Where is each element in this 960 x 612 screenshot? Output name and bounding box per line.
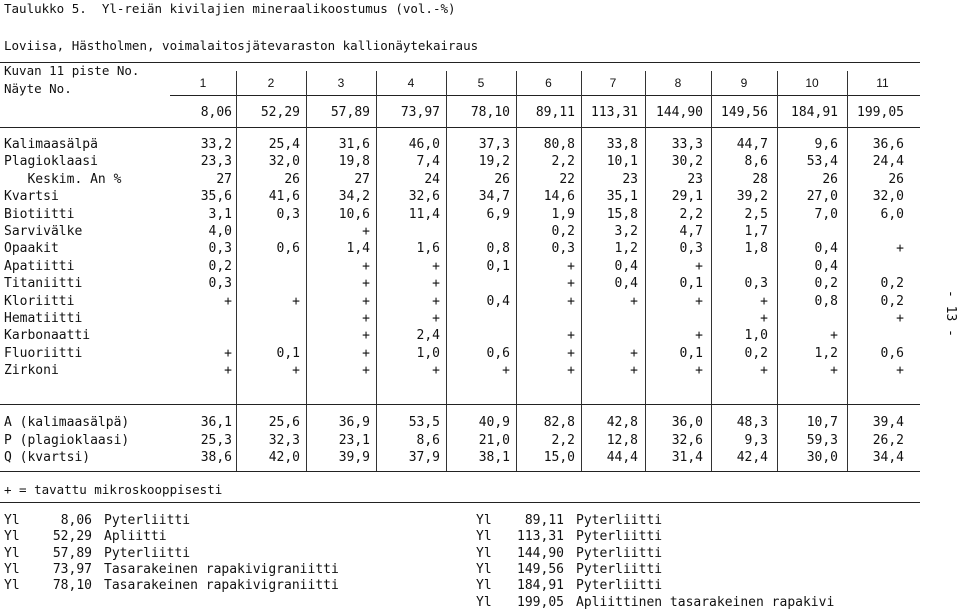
mineral-value: 28: [752, 171, 768, 187]
mineral-value: +: [362, 224, 370, 239]
mineral-value: +: [567, 345, 575, 361]
sample-number: 57,89: [330, 105, 370, 120]
mineral-value: 0,2: [814, 276, 838, 292]
legend-depth: 184,91: [517, 578, 564, 594]
apq-value: 9,3: [744, 432, 768, 448]
mineral-value: 35,6: [200, 189, 232, 205]
mineral-value: +: [292, 363, 300, 379]
mineral-value: 25,4: [268, 137, 300, 152]
mineral-value: +: [362, 328, 370, 344]
point-number: 3: [337, 76, 345, 90]
apq-value: 26,2: [872, 432, 904, 448]
point-number: 2: [267, 76, 275, 90]
mineral-value: 0,8: [814, 293, 838, 309]
header-mid-rule: [170, 95, 920, 96]
apq-value: 32,6: [671, 432, 703, 448]
mineral-name: Titaniitti: [4, 276, 83, 292]
mineral-value: +: [830, 363, 838, 379]
mineral-value: 30,2: [671, 154, 703, 170]
legend-rock: Pyterliitti: [576, 545, 663, 561]
mineral-value: 1,2: [614, 241, 638, 257]
legend-rock: Pyterliitti: [104, 545, 191, 561]
mineral-name: Kvartsi: [4, 189, 59, 205]
mineral-value: +: [830, 328, 838, 344]
mineral-value: 1,6: [416, 241, 440, 257]
mineral-value: 0,6: [276, 241, 300, 257]
legend-rock: Pyterliitti: [576, 529, 663, 545]
mineral-value: 1,4: [346, 241, 370, 257]
mineral-value: 15,8: [606, 206, 638, 222]
mineral-value: 0,4: [814, 241, 838, 257]
mineral-value: +: [896, 363, 904, 379]
mineral-value: 1,0: [744, 328, 768, 344]
mineral-value: 34,2: [338, 189, 370, 205]
apq-value: 23,1: [338, 432, 370, 448]
footnote: + = tavattu mikroskooppisesti: [4, 482, 223, 497]
apq-value: 25,6: [268, 415, 300, 430]
sample-number: 113,31: [591, 105, 638, 120]
mineral-value: +: [695, 258, 703, 274]
mineral-value: 0,3: [551, 241, 575, 257]
sample-number: 149,56: [721, 105, 768, 120]
mineral-value: +: [695, 328, 703, 344]
mineral-value: 0,4: [614, 258, 638, 274]
column-divider: [236, 71, 237, 471]
mineral-name: Karbonaatti: [4, 328, 91, 344]
legend-depth: 73,97: [52, 561, 92, 577]
apq-value: 42,8: [606, 415, 638, 430]
mineral-value: 0,2: [880, 276, 904, 292]
mineral-value: +: [567, 293, 575, 309]
apq-value: 82,8: [543, 415, 575, 430]
mineral-value: 26: [284, 171, 300, 187]
legend-yl: Yl: [4, 529, 20, 545]
mineral-value: 27,0: [806, 189, 838, 205]
legend-depth: 57,89: [52, 545, 92, 561]
apq-value: 15,0: [543, 450, 575, 465]
point-number: 11: [876, 76, 889, 90]
legend-rock: Tasarakeinen rapakivigraniitti: [104, 578, 339, 594]
point-number: 10: [805, 76, 819, 90]
mineral-value: 23: [622, 171, 638, 187]
mineral-value: +: [432, 293, 440, 309]
point-number: 8: [674, 76, 682, 90]
apq-value: 30,0: [806, 450, 838, 465]
apq-value: 42,4: [736, 450, 768, 465]
apq-value: 36,9: [338, 415, 370, 430]
mineral-name: Sarvivälke: [4, 224, 83, 239]
sample-number: 89,11: [535, 105, 575, 120]
mineral-value: 44,7: [736, 137, 768, 152]
mineral-value: 32,0: [268, 154, 300, 170]
mineral-value: 2,2: [551, 154, 575, 170]
legend-depth: 52,29: [52, 529, 92, 545]
legend-depth: 78,10: [52, 578, 92, 594]
mineral-value: 6,0: [880, 206, 904, 222]
mineral-value: 0,6: [486, 345, 510, 361]
kuvan-label: Kuvan 11 piste No.: [4, 63, 140, 78]
mineral-value: 1,2: [814, 345, 838, 361]
sample-number: 8,06: [200, 105, 232, 120]
mineral-value: 22: [559, 171, 575, 187]
mineral-value: 0,3: [679, 241, 703, 257]
point-number: 5: [477, 76, 485, 90]
mineral-value: 1,8: [744, 241, 768, 257]
point-number: 6: [545, 76, 552, 90]
mineral-value: 36,6: [872, 137, 904, 152]
mineral-value: 0,6: [880, 345, 904, 361]
mineral-value: 0,4: [814, 258, 838, 274]
mineral-value: +: [224, 345, 232, 361]
mineral-value: 6,9: [486, 206, 510, 222]
mineral-value: 0,1: [679, 345, 703, 361]
point-number: 4: [407, 76, 415, 90]
mineral-value: 4,0: [208, 224, 232, 239]
column-divider: [847, 71, 848, 471]
mineral-value: 1,9: [551, 206, 575, 222]
sample-number: 52,29: [260, 105, 300, 120]
apq-bottom-rule: [0, 471, 920, 472]
mineral-value: 3,1: [208, 206, 232, 222]
legend-rock: Pyterliitti: [576, 513, 663, 528]
mineral-value: 35,1: [606, 189, 638, 205]
mineral-value: +: [362, 345, 370, 361]
legend-yl: Yl: [476, 545, 492, 561]
mineral-value: 19,8: [338, 154, 370, 170]
apq-name: P (plagioklaasi): [4, 432, 130, 448]
mineral-value: 0,1: [276, 345, 300, 361]
mineral-value: +: [760, 311, 768, 326]
mineral-value: 29,1: [671, 189, 703, 205]
mineral-value: 53,4: [806, 154, 838, 170]
legend-rock: Apliittinen tasarakeinen rapakivi: [576, 594, 835, 610]
mineral-value: +: [432, 363, 440, 379]
mineral-name: Kalimaasälpä: [4, 137, 98, 152]
mineral-value: 0,2: [880, 293, 904, 309]
mineral-value: 14,6: [543, 189, 575, 205]
mineral-value: 37,3: [478, 137, 510, 152]
mineral-value: 0,8: [486, 241, 510, 257]
mineral-value: 2,4: [416, 328, 440, 344]
mineral-value: +: [432, 258, 440, 274]
mineral-value: 0,3: [744, 276, 768, 292]
mineral-value: 10,6: [338, 206, 370, 222]
mineral-value: 9,6: [814, 137, 838, 152]
mineral-value: +: [567, 363, 575, 379]
legend-yl: Yl: [476, 529, 492, 545]
apq-value: 42,0: [268, 450, 300, 465]
nayte-label: Näyte No.: [4, 81, 72, 96]
mineral-value: 0,2: [744, 345, 768, 361]
column-divider: [376, 71, 377, 471]
mineral-value: +: [695, 293, 703, 309]
point-number: 1: [199, 76, 207, 90]
mineral-value: +: [630, 363, 638, 379]
apq-value: 38,1: [478, 450, 510, 465]
column-divider: [446, 71, 447, 471]
mineral-value: 0,2: [208, 258, 232, 274]
mineral-value: +: [224, 293, 232, 309]
mineral-name: Hematiitti: [4, 311, 83, 326]
column-divider: [306, 71, 307, 471]
legend-rock: Tasarakeinen rapakivigraniitti: [104, 561, 339, 577]
mineral-value: 27: [216, 171, 232, 187]
mineral-value: 2,2: [679, 206, 703, 222]
apq-value: 32,3: [268, 432, 300, 448]
mineral-value: +: [760, 363, 768, 379]
mineral-value: 33,2: [200, 137, 232, 152]
legend-depth: 149,56: [517, 561, 564, 577]
column-divider: [711, 71, 712, 471]
apq-value: 39,9: [338, 450, 370, 465]
legend-yl: Yl: [476, 578, 492, 594]
sample-number: 199,05: [857, 105, 904, 120]
mineral-value: +: [292, 293, 300, 309]
mineral-value: 0,1: [679, 276, 703, 292]
mineral-value: 0,3: [276, 206, 300, 222]
mineral-value: 46,0: [408, 137, 440, 152]
mineral-value: +: [896, 311, 904, 326]
sample-number: 144,90: [656, 105, 703, 120]
table-title: Taulukko 5. Yl-reiän kivilajien mineraalikoostumus (vol.-%): [4, 1, 456, 16]
mineral-value: 19,2: [478, 154, 510, 170]
legend-yl: Yl: [4, 545, 20, 561]
mineral-name: Fluoriitti: [4, 345, 83, 361]
apq-value: 48,3: [736, 415, 768, 430]
mineral-value: 2,5: [744, 206, 768, 222]
apq-value: 44,4: [606, 450, 638, 465]
mineral-value: +: [567, 276, 575, 292]
mineral-value: 26: [888, 171, 904, 187]
mineral-name: Kloriitti: [4, 293, 75, 309]
mineral-value: 33,8: [606, 137, 638, 152]
page-number: - 13 -: [943, 290, 958, 337]
apq-value: 34,4: [872, 450, 904, 465]
mineral-value: +: [630, 293, 638, 309]
apq-value: 53,5: [408, 415, 440, 430]
legend-depth: 199,05: [517, 594, 564, 610]
mineral-value: 1,0: [416, 345, 440, 361]
mineral-value: +: [362, 363, 370, 379]
mineral-value: 23,3: [200, 154, 232, 170]
apq-value: 59,3: [806, 432, 838, 448]
mineral-value: 0,3: [208, 241, 232, 257]
mineral-value: 3,2: [614, 224, 638, 239]
apq-name: A (kalimaasälpä): [4, 415, 130, 430]
point-number: 9: [740, 76, 748, 90]
apq-value: 40,9: [478, 415, 510, 430]
mineral-value: 32,6: [408, 189, 440, 205]
mineral-value: +: [630, 345, 638, 361]
apq-value: 12,8: [606, 432, 638, 448]
mineral-value: +: [362, 258, 370, 274]
apq-name: Q (kvartsi): [4, 450, 91, 465]
mineral-value: 24,4: [872, 154, 904, 170]
legend-yl: Yl: [4, 578, 20, 594]
legend-yl: Yl: [4, 561, 20, 577]
apq-value: 10,7: [806, 415, 838, 430]
legend-yl: Yl: [476, 594, 492, 610]
mineral-value: +: [362, 311, 370, 326]
mineral-value: 0,4: [614, 276, 638, 292]
mineral-value: 34,7: [478, 189, 510, 205]
apq-value: 8,6: [416, 432, 440, 448]
mineral-value: 0,2: [551, 224, 575, 239]
legend-depth: 113,31: [517, 529, 564, 545]
mineral-value: +: [567, 328, 575, 344]
mineral-value: 27: [354, 171, 370, 187]
mineral-name: Opaakit: [4, 241, 59, 257]
mineral-value: 8,6: [744, 154, 768, 170]
apq-value: 31,4: [671, 450, 703, 465]
legend-rock: Pyterliitti: [576, 578, 663, 594]
header-bottom-rule: [0, 127, 920, 128]
mineral-value: +: [695, 363, 703, 379]
mineral-value: 24: [424, 171, 440, 187]
legend-rock: Pyterliitti: [104, 513, 191, 528]
mineral-value: +: [432, 311, 440, 326]
mineral-value: +: [432, 276, 440, 292]
mineral-value: 23: [687, 171, 703, 187]
apq-value: 37,9: [408, 450, 440, 465]
mineral-value: 32,0: [872, 189, 904, 205]
apq-top-rule: [0, 404, 920, 405]
mineral-value: 39,2: [736, 189, 768, 205]
apq-value: 36,1: [200, 415, 232, 430]
mineral-value: +: [760, 293, 768, 309]
sample-number: 73,97: [400, 105, 440, 120]
apq-value: 39,4: [872, 415, 904, 430]
mineral-value: +: [896, 241, 904, 257]
table-subtitle: Loviisa, Hästholmen, voimalaitosjätevaraston kallionäytekairaus: [4, 38, 479, 53]
mineral-name: Biotiitti: [4, 206, 75, 222]
mineral-value: 10,1: [606, 154, 638, 170]
mineral-value: +: [502, 363, 510, 379]
legend-depth: 89,11: [524, 513, 564, 528]
legend-rock: Pyterliitti: [576, 561, 663, 577]
mineral-value: 26: [494, 171, 510, 187]
apq-value: 2,2: [551, 432, 575, 448]
sample-number: 184,91: [791, 105, 838, 120]
sample-number: 78,10: [470, 105, 510, 120]
mineral-value: +: [362, 276, 370, 292]
point-number: 7: [609, 76, 617, 90]
apq-value: 25,3: [200, 432, 232, 448]
mineral-name: Apatiitti: [4, 258, 75, 274]
mineral-value: 0,4: [486, 293, 510, 309]
legend-rock: Apliitti: [104, 529, 167, 545]
mineral-value: 33,3: [671, 137, 703, 152]
legend-yl: Yl: [476, 561, 492, 577]
mineral-value: +: [362, 293, 370, 309]
mineral-name: Plagioklaasi: [4, 154, 98, 170]
mineral-value: 4,7: [679, 224, 703, 239]
mineral-value: 0,3: [208, 276, 232, 292]
apq-value: 21,0: [478, 432, 510, 448]
mineral-value: +: [567, 258, 575, 274]
mineral-name: Zirkoni: [4, 363, 59, 379]
mineral-value: +: [224, 363, 232, 379]
mineral-name: Keskim. An %: [4, 171, 122, 187]
legend-yl: Yl: [476, 513, 492, 528]
legend-depth: 8,06: [60, 513, 92, 528]
apq-value: 36,0: [671, 415, 703, 430]
mineral-value: 31,6: [338, 137, 370, 152]
mineral-value: 11,4: [408, 206, 440, 222]
legend-yl: Yl: [4, 513, 20, 528]
mineral-value: 7,4: [416, 154, 440, 170]
footnote-rule: [0, 502, 920, 503]
mineral-value: 7,0: [814, 206, 838, 222]
apq-value: 38,6: [200, 450, 232, 465]
mineral-value: 26: [822, 171, 838, 187]
mineral-value: 0,1: [486, 258, 510, 274]
mineral-value: 80,8: [543, 137, 575, 152]
mineral-value: 41,6: [268, 189, 300, 205]
mineral-value: 1,7: [744, 224, 768, 239]
legend-depth: 144,90: [517, 545, 564, 561]
